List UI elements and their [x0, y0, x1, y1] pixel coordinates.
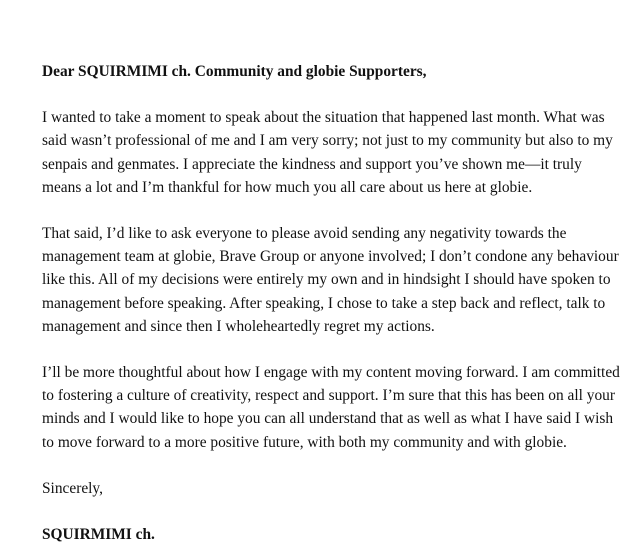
paragraph-apology: I wanted to take a moment to speak about the situation that happened last month. What was said wasn’t professional of me and I am very sorry; not just to my community but also to my senpais and genmates. I appreciate the kindness and support you’ve shown me—it truly means a lot and I’m thankful for how much you all care about us here at globie.: [42, 109, 613, 196]
paragraph-commitment: I’ll be more thoughtful about how I engage with my content moving forward. I am committed to fostering a culture of creativity, respect and support. I’m sure that this has been on all your minds and I would like to hope you can all understand that as well as what I have said I wish to move forward to a more positive future, with both my community and with globie.: [42, 364, 620, 451]
salutation: Dear SQUIRMIMI ch. Community and globie Supporters,: [42, 63, 427, 80]
signature: SQUIRMIMI ch.: [42, 526, 155, 544]
paragraph-request: That said, I’d like to ask everyone to please avoid sending any negativity towards the management team at globie, Brave Group or anyone involved; I don’t condone any behaviour like this. All of my decisions were entirely my own and in hindsight I should have spoken to management before speaking. After speaking, I chose to take a step back and reflect, talk to management and since then I wholeheartedly regret my actions.: [42, 225, 619, 335]
closing: Sincerely,: [42, 479, 103, 497]
apology-letter: [42, 60, 622, 546]
